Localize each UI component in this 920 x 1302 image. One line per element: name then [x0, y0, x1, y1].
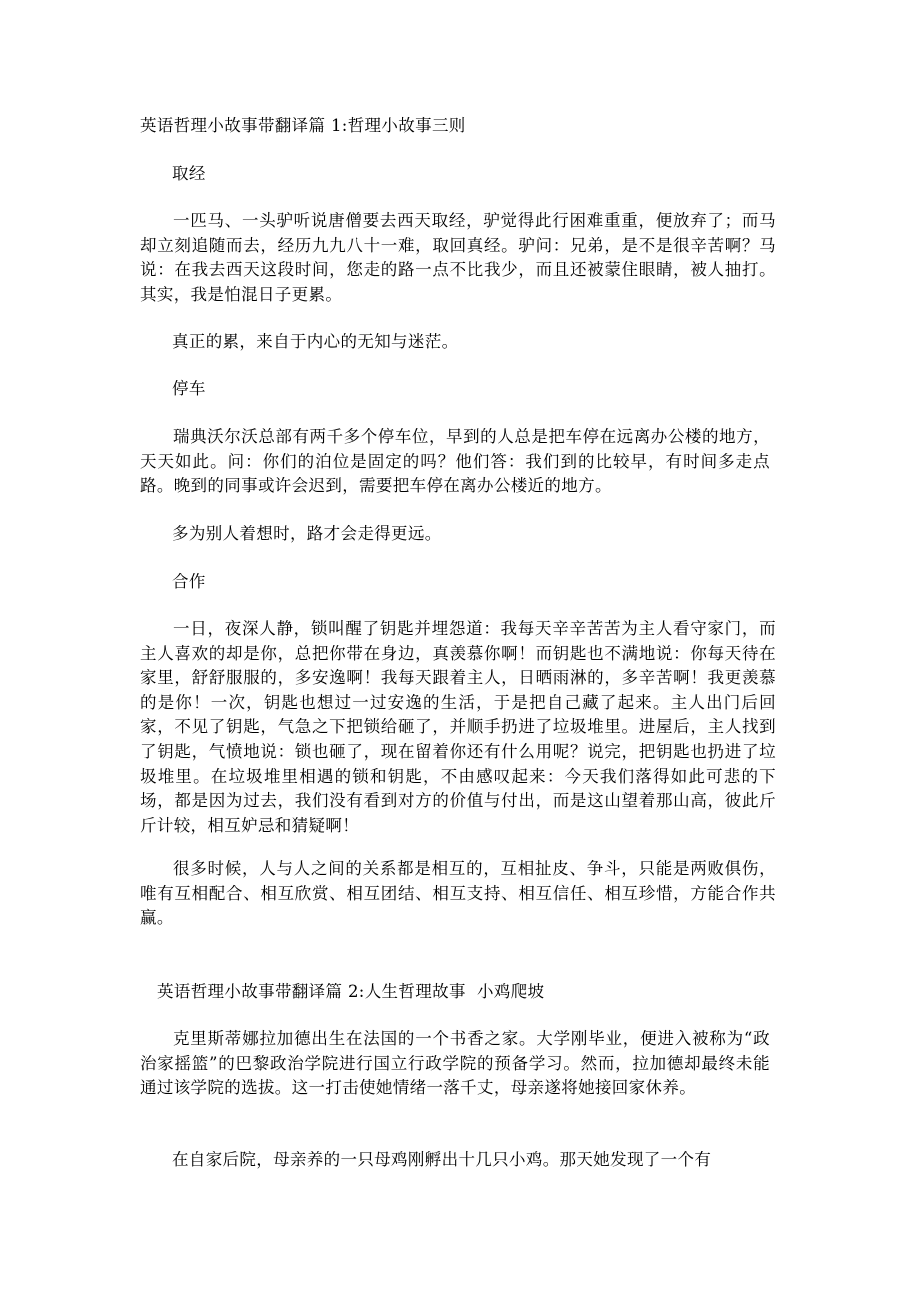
- article-2-paragraph-2: 在自家后院，母亲养的一只母鸡刚孵出十几只小鸡。那天她发现了一个有: [172, 1150, 712, 1169]
- story-2-body: 瑞典沃尔沃总部有两千多个停车位，早到的人总是把车停在远离办公楼的地方，天天如此。问：你们的泊位是固定的吗？他们答：我们到的比较早，有时间多走点路。晚到的同事或许会迟到，需要把车停在离办公楼近的地方。: [140, 427, 770, 496]
- article-2-paragraph-1: 克里斯蒂娜拉加德出生在法国的一个书香之家。大学刚毕业，便进入被称为“政治家摇篮”的巴黎政治学院进行国立行政学院的预备学习。然而，拉加德却最终未能通过该学院的选拔。这一打击使她情绪一落千丈，母亲遂将她接回家休养。: [140, 1029, 770, 1098]
- story-1-heading: 取经: [172, 164, 206, 183]
- story-1-moral: 真正的累，来自于内心的无知与迷茫。: [172, 332, 459, 351]
- story-1-body: 一匹马、一头驴听说唐僧要去西天取经，驴觉得此行困难重重，便放弃了；而马却立刻追随而去，经历九九八十一难，取回真经。驴问：兄弟，是不是很辛苦啊？马说：在我去西天这段时间，您走的路一点不比我少，而且还被蒙住眼睛，被人抽打。其实，我是怕混日子更累。: [140, 211, 776, 304]
- story-3-body: 一日，夜深人静，锁叫醒了钥匙并埋怨道：我每天辛辛苦苦为主人看守家门，而主人喜欢的却是你，总把你带在身边，真羡慕你啊！而钥匙也不满地说：你每天待在家里，舒舒服服的，多安逸啊！我每天跟着主人，日晒雨淋的，多辛苦啊！我更羡慕的是你！一次，钥匙也想过一过安逸的生活，于是把自己藏了起来。主人出门后回家，不见了钥匙，气急之下把锁给砸了，并顺手扔进了垃圾堆里。进屋后，主人找到了钥匙，气愤地说：锁也砸了，现在留着你还有什么用呢？说完，把钥匙也扔进了垃圾堆里。在垃圾堆里相遇的锁和钥匙，不由感叹起来：今天我们落得如此可悲的下场，都是因为过去，我们没有看到对方的价值与付出，而是这山望着那山高，彼此斤斤计较，相互妒忌和猜疑啊！: [140, 619, 776, 835]
- story-2-heading: 停车: [172, 379, 206, 398]
- story-3-moral: 很多时候，人与人之间的关系都是相互的，互相扯皮、争斗，只能是两败俱伤，唯有互相配合、相互欣赏、相互团结、相互支持、相互信任、相互珍惜，方能合作共赢。: [140, 859, 776, 928]
- article-1-title: 英语哲理小故事带翻译篇 1:哲理小故事三则: [140, 116, 466, 135]
- article-2-title: 英语哲理小故事带翻译篇 2:人生哲理故事 小鸡爬坡: [157, 982, 545, 1001]
- story-3-heading: 合作: [172, 572, 206, 591]
- story-2-moral: 多为别人着想时，路才会走得更远。: [172, 524, 442, 543]
